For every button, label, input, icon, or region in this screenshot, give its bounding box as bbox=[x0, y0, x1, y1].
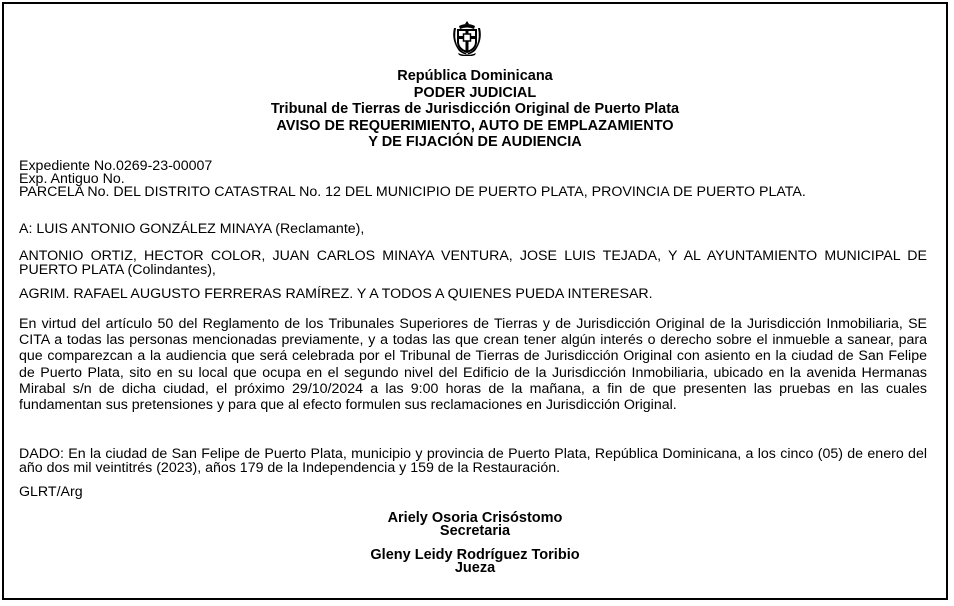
expediente-number: Expediente No.0269-23-00007 bbox=[19, 158, 213, 174]
summons-body: En virtud del artículo 50 del Reglamento de los Tribunales Superiores de Tierras y de Jurisdicción Original de la Jurisdicción Inmobiliaria, SE CITA a todas las personas mencionadas previamente, y a todas las que crean tener algún interés o derecho sobre el inmueble a sanear, para que comparezcan a la audiencia que será celebrada por el Tribunal de Tierras de Jurisdicción Original con asiento en la ciudad de San Felipe de Puerto Plata, sito en su local que ocupa en el segundo nivel del Edificio de la Jurisdicción Inmobiliaria, ubicado en la avenida Hermanas Mirabal s/n de dicha ciudad, el próximo 29/10/2024 a las 9:00 horas de la mañana, a fin de que presenten las pruebas en las cuales fundamentan sus pretensiones y para que al efecto formulen sus reclamaciones en Jurisdicción Original. bbox=[19, 316, 927, 414]
notice-heading bbox=[0, 68, 950, 151]
court-name: Tribunal de Tierras de Jurisdicción Original de Puerto Plata bbox=[270, 101, 680, 117]
secretary-name: Ariely Osoria Crisóstomo bbox=[387, 510, 563, 526]
parcel-description: PARCELA No. DEL DISTRITO CATASTRAL No. 12 DEL MUNICIPIO DE PUERTO PLATA, PROVINCIA DE PUERTO PLATA. bbox=[19, 184, 806, 200]
dado-statement: DADO: En la ciudad de San Felipe de Puerto Plata, municipio y provincia de Puerto Plata, República Dominicana, a los cinco (05) de enero del año dos mil veintitrés (2023), años 179 de la Independencia y 159 de la Restauración. bbox=[19, 446, 927, 476]
judge-name: Gleny Leidy Rodríguez Toribio bbox=[370, 547, 580, 563]
judge-title: Jueza bbox=[454, 560, 496, 576]
judicial-branch: PODER JUDICIAL bbox=[413, 84, 537, 101]
secretary-title: Secretaria bbox=[439, 523, 511, 539]
notice-title-line-2: Y DE FIJACIÓN DE AUDIENCIA bbox=[368, 134, 582, 150]
secretary-signature-block bbox=[0, 512, 950, 538]
neighbors-addressee: ANTONIO ORTIZ, HECTOR COLOR, JUAN CARLOS MINAYA VENTURA, JOSE LUIS TEJADA, Y AL AYUNTAMIENTO MUNICIPAL DE PUERTO PLATA (Colindantes), bbox=[19, 248, 927, 278]
notice-title-line-1: AVISO DE REQUERIMIENTO, AUTO DE EMPLAZAMIENTO bbox=[276, 117, 674, 134]
surveyor-addressee: AGRIM. RAFAEL AUGUSTO FERRERAS RAMÍREZ. Y A TODOS A QUIENES PUEDA INTERESAR. bbox=[19, 286, 653, 302]
claimant-addressee: A: LUIS ANTONIO GONZÁLEZ MINAYA (Reclamante), bbox=[19, 221, 365, 237]
country-name: República Dominicana bbox=[397, 68, 553, 84]
old-case-number: Exp. Antiguo No. bbox=[19, 171, 125, 187]
judge-signature-block bbox=[0, 549, 950, 575]
reference-initials: GLRT/Arg bbox=[19, 484, 83, 500]
dominican-coat-of-arms-icon bbox=[450, 20, 484, 56]
